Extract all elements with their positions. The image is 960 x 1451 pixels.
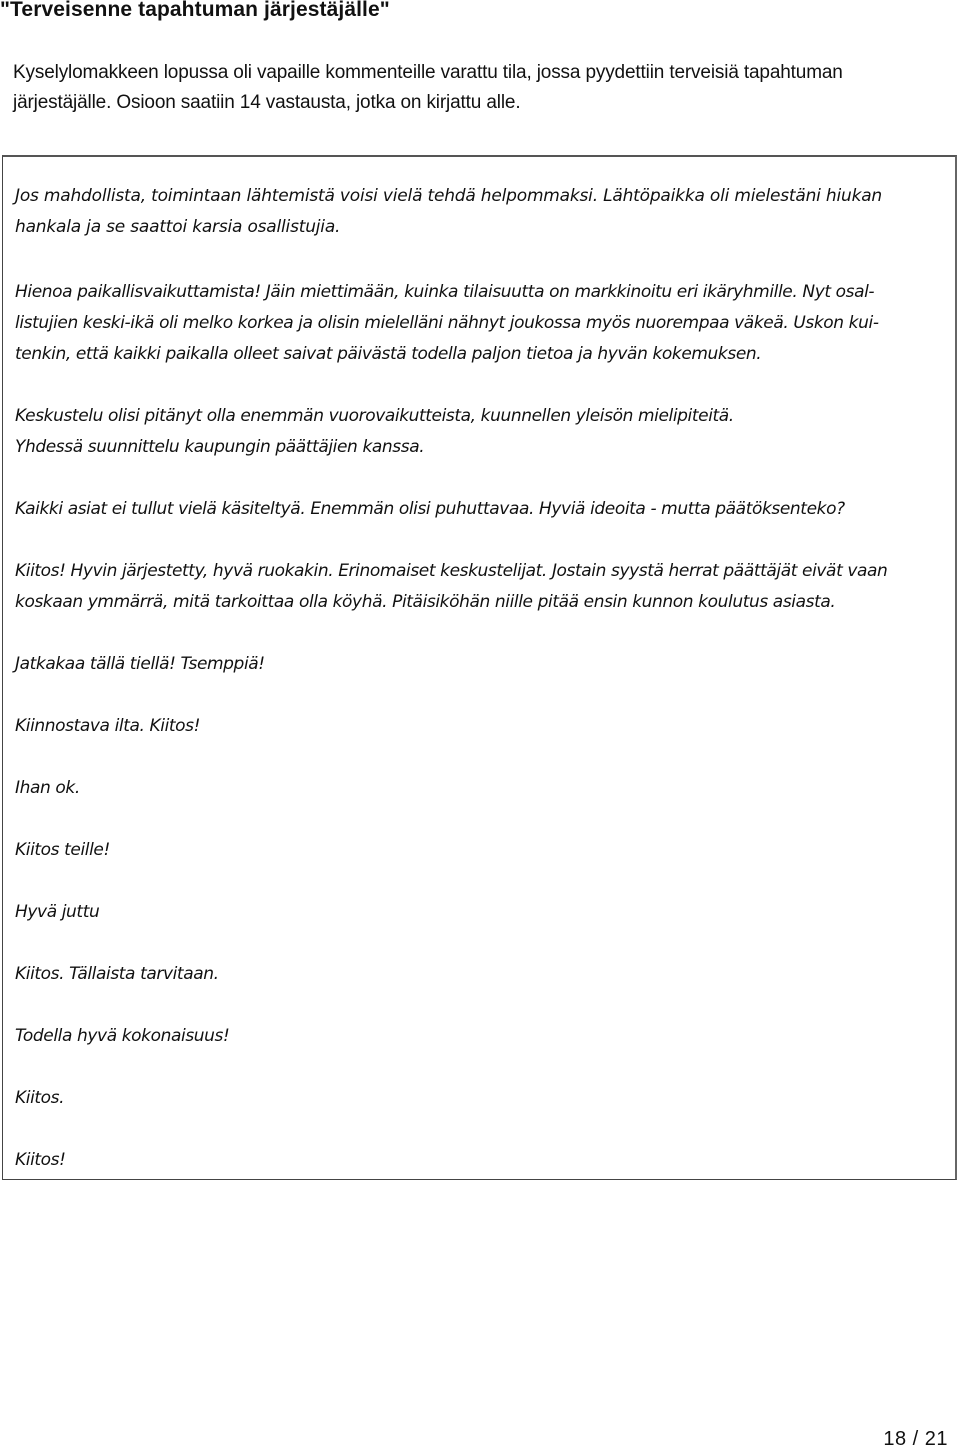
comment-line: Kiitos teille! [15, 840, 110, 860]
comment-line: hankala ja se saattoi karsia osallistujia. [15, 217, 341, 237]
comment-4 [15, 494, 845, 525]
comment-line: Hyvä juttu [15, 902, 100, 922]
comment-1 [15, 181, 882, 243]
comment-line: Jatkakaa tällä tiellä! Tsemppiä! [15, 654, 265, 674]
comment-11 [15, 959, 219, 990]
comment-line: Kiitos. [15, 1088, 65, 1108]
comment-line: Ihan ok. [15, 778, 80, 798]
comment-line: Kaikki asiat ei tullut vielä käsiteltyä. Enemmän olisi puhuttavaa. Hyviä ideoita - mutta päätöksenteko? [15, 499, 845, 519]
comment-line: Hienoa paikallisvaikuttamista! Jäin miettimään, kuinka tilaisuutta on markkinoitu eri ikäryhmille. Nyt osal- [15, 282, 875, 302]
section-title: "Terveisenne tapahtuman järjestäjälle" [0, 0, 390, 21]
comment-line: tenkin, että kaikki paikalla olleet saivat päivästä todella paljon tietoa ja hyvän kokemuksen. [15, 344, 762, 364]
comment-line: Kiitos! Hyvin järjestetty, hyvä ruokakin. Erinomaiset keskustelijat. Jostain syystä herrat päättäjät eivät vaan [15, 561, 888, 581]
comment-8 [15, 773, 80, 804]
comment-9 [15, 835, 110, 866]
comment-line: Yhdessä suunnittelu kaupungin päättäjien kanssa. [15, 437, 425, 457]
comment-13 [15, 1083, 64, 1114]
comment-line: Kiitos. Tällaista tarvitaan. [15, 964, 219, 984]
comment-12 [15, 1021, 229, 1052]
comment-line: koskaan ymmärrä, mitä tarkoittaa olla köyhä. Pitäisiköhän niille pitää ensin kunnon koulutus asiasta. [15, 592, 836, 612]
comment-3 [15, 401, 734, 463]
comment-line: Jos mahdollista, toimintaan lähtemistä voisi vielä tehdä helpommaksi. Lähtöpaikka oli mielestäni hiukan [15, 186, 883, 206]
comment-5 [15, 556, 887, 618]
comment-line: Kiitos! [15, 1150, 66, 1170]
comment-line: Todella hyvä kokonaisuus! [15, 1026, 230, 1046]
comment-line: listujien keski-ikä oli melko korkea ja olisin mielelläni nähnyt joukossa myös nuorempaa väkeä. Uskon kui- [15, 313, 879, 333]
intro-line: järjestäjälle. Osioon saatiin 14 vastausta, jotka on kirjattu alle. [13, 92, 521, 113]
comment-6 [15, 649, 265, 680]
page-number: 18 / 21 [883, 1428, 948, 1450]
comment-2 [15, 277, 879, 370]
comments-box [2, 155, 957, 1180]
comment-line: Keskustelu olisi pitänyt olla enemmän vuorovaikutteista, kuunnellen yleisön mielipiteitä. [15, 406, 734, 426]
intro-line: Kyselylomakkeen lopussa oli vapaille kommenteille varattu tila, jossa pyydettiin terveisiä tapahtuman [13, 62, 843, 83]
comment-10 [15, 897, 99, 928]
comment-line: Kiinnostava ilta. Kiitos! [15, 716, 201, 736]
intro-paragraph [13, 58, 953, 118]
comment-14 [15, 1145, 66, 1176]
comment-7 [15, 711, 200, 742]
